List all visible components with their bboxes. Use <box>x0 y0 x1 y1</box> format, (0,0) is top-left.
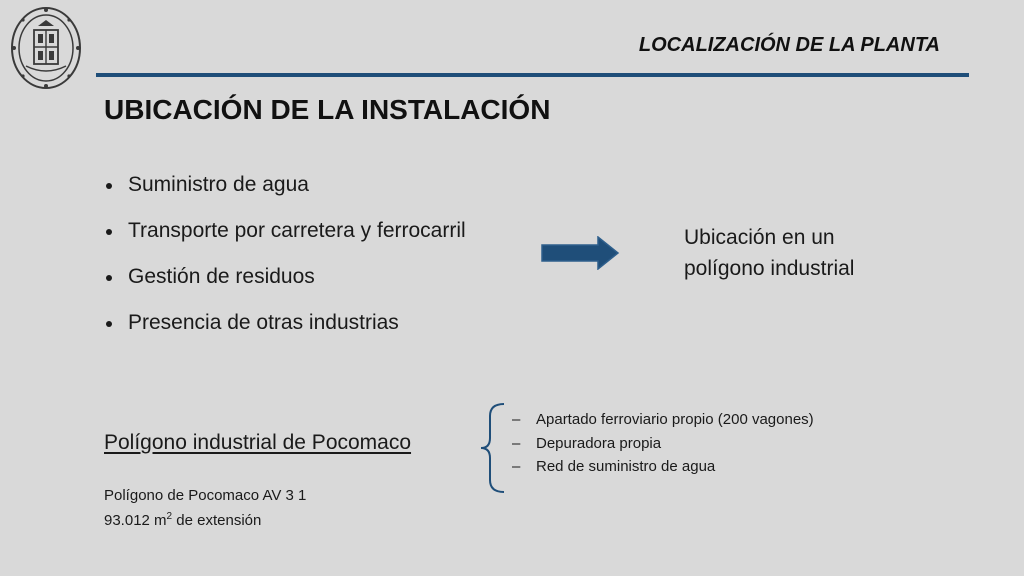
section-title: LOCALIZACIÓN DE LA PLANTA <box>638 34 940 56</box>
list-item-label: Red de suministro de agua <box>536 458 716 475</box>
list-item-label: Suministro de agua <box>128 173 309 196</box>
list-item-label: Gestión de residuos <box>128 265 315 288</box>
list-item <box>512 432 814 456</box>
list-item <box>104 262 466 308</box>
list-item-label: Transporte por carretera y ferrocarril <box>128 219 466 242</box>
polygon-address <box>104 485 306 531</box>
area-suffix: de extensión <box>172 512 262 529</box>
polygon-title: Polígono industrial de Pocomaco <box>104 431 412 454</box>
bullet-icon <box>106 275 112 281</box>
conclusion-text <box>684 222 914 284</box>
dash-icon: ‒ <box>512 411 521 428</box>
conclusion-line-1: Ubicación en un <box>684 226 835 249</box>
requirements-list <box>104 170 466 354</box>
address-line: Polígono de Pocomaco AV 3 1 <box>104 487 307 504</box>
area-line <box>104 506 306 531</box>
conclusion-line-2: polígono industrial <box>684 257 855 280</box>
header-divider <box>96 73 969 77</box>
dash-icon: ‒ <box>512 458 521 475</box>
right-arrow-icon <box>540 236 620 270</box>
bullet-icon <box>106 321 112 327</box>
area-superscript: 2 <box>166 511 173 522</box>
bullet-icon <box>106 229 112 235</box>
list-item <box>104 308 466 354</box>
list-item-label: Apartado ferroviario propio (200 vagones) <box>536 411 814 428</box>
bullet-icon <box>106 183 112 189</box>
slide-title: UBICACIÓN DE LA INSTALACIÓN <box>104 94 551 125</box>
list-item-label: Depuradora propia <box>536 434 662 452</box>
university-seal-icon <box>8 4 84 92</box>
dash-icon: ‒ <box>512 434 521 452</box>
curly-brace-icon <box>478 402 508 494</box>
list-item <box>104 170 466 216</box>
area-number: 93.012 m <box>104 512 167 529</box>
list-item <box>512 455 814 479</box>
list-item <box>104 216 466 262</box>
list-item <box>512 408 814 432</box>
list-item-label: Presencia de otras industrias <box>128 311 399 334</box>
polygon-features-list <box>512 408 814 479</box>
